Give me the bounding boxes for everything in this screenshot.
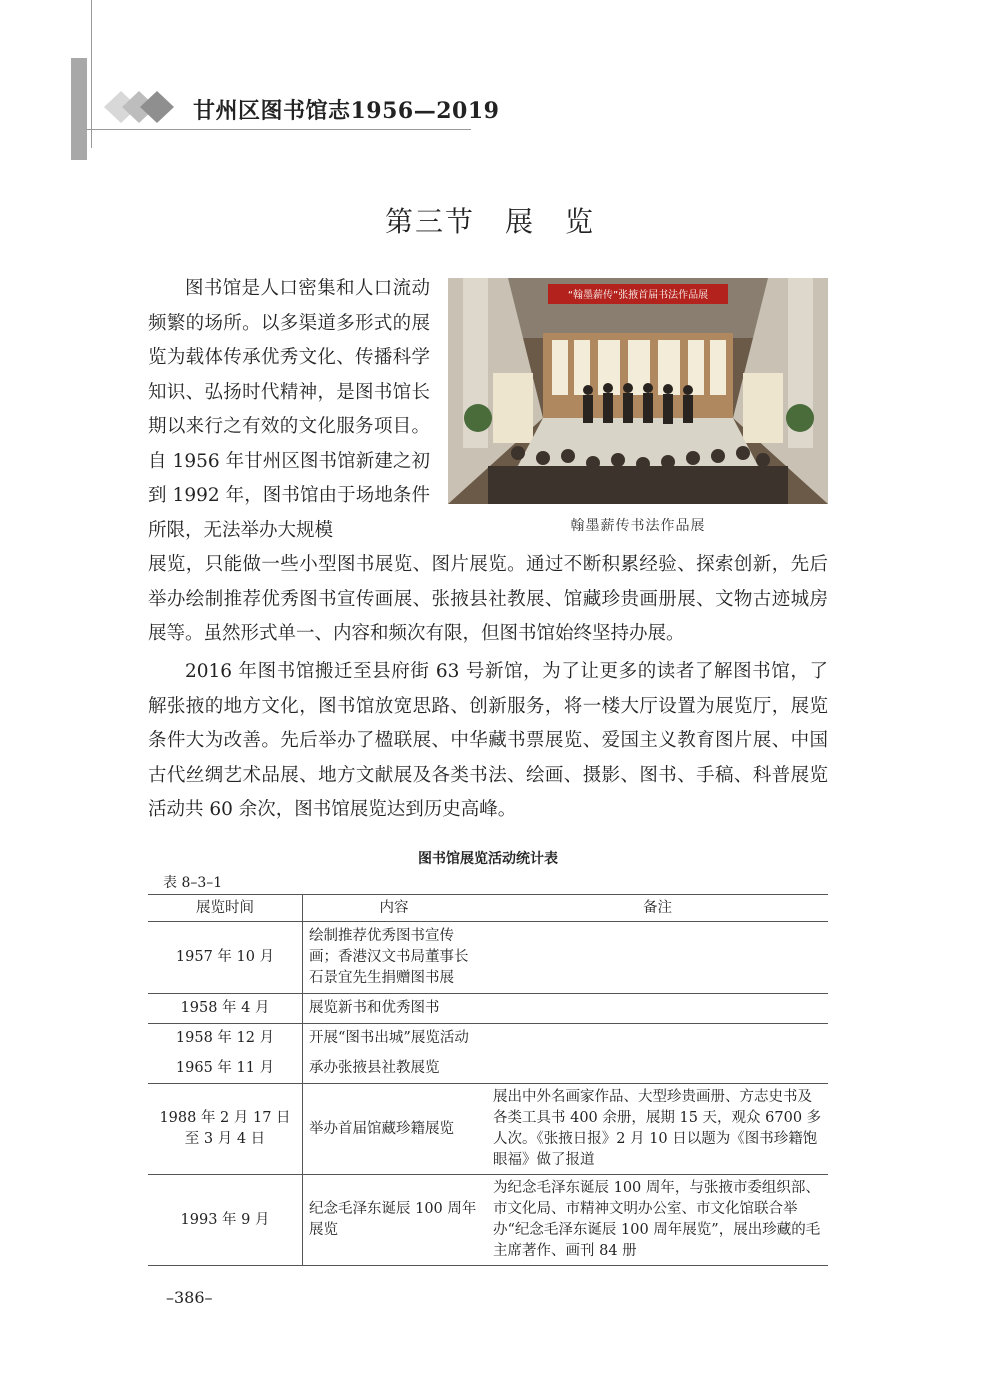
cell-time: 1958 年 12 月 bbox=[148, 1024, 303, 1054]
table-row bbox=[148, 1024, 828, 1054]
table-row bbox=[148, 1084, 828, 1175]
cell-note bbox=[485, 922, 828, 994]
cell-content: 开展“图书出城”展览活动 bbox=[303, 1024, 486, 1054]
cell-time: 1965 年 11 月 bbox=[148, 1054, 303, 1084]
table-row bbox=[148, 1175, 828, 1266]
exhibition-photo bbox=[448, 278, 828, 504]
page-number: –386– bbox=[166, 1288, 213, 1307]
header-time: 展览时间 bbox=[148, 895, 303, 922]
cell-content: 举办首届馆藏珍籍展览 bbox=[303, 1084, 486, 1175]
book-title: 甘州区图书馆志1956—2019 bbox=[193, 98, 500, 124]
table-row bbox=[148, 1054, 828, 1084]
header-content: 内容 bbox=[303, 895, 486, 922]
table-row bbox=[148, 922, 828, 994]
photo-caption: 翰墨薪传书法作品展 bbox=[570, 518, 706, 534]
cell-note bbox=[485, 994, 828, 1024]
cell-time: 1988 年 2 月 17 日至 3 月 4 日 bbox=[148, 1084, 303, 1175]
paragraph-2016: 2016 年图书馆搬迁至县府街 63 号新馆，为了让更多的读者了解图书馆，了解张掖的地方文化，图书馆放宽思路、创新服务，将一楼大厅设置为展览厅，展览条件大为改善。先后举办了楹联展、中华藏书票展览、爱国主义教育图片展、中国古代丝绸艺术品展、地方文献展及各类书法、绘画、摄影、图书、手稿、科普展览活动共 60 余次，图书馆展览达到历史高峰。 bbox=[148, 661, 828, 820]
section-title: 第三节 展 览 bbox=[385, 205, 596, 238]
cell-content: 展览新书和优秀图书 bbox=[303, 994, 486, 1024]
cell-note bbox=[485, 1054, 828, 1084]
table-title: 图书馆展览活动统计表 bbox=[418, 851, 558, 867]
header-gray-bar bbox=[71, 58, 87, 160]
paragraph-intro-head: 图书馆是人口密集和人口流动频繁的场所。以多渠道多形式的展览为载体传承优秀文化、传播科学知识、弘扬时代精神，是图书馆长期以来行之有效的文化服务项目。自 1956 年甘州区图书馆新建之初到 1992 年，图书馆由于场地条件所限，无法举办大规模 bbox=[148, 278, 430, 541]
header-diamond-ornament bbox=[104, 90, 184, 124]
cell-time: 1958 年 4 月 bbox=[148, 994, 303, 1024]
paragraph-intro-tail: 展览，只能做一些小型图书展览、图片展览。通过不断积累经验、探索创新，先后举办绘制推荐优秀图书宣传画展、张掖县社教展、馆藏珍贵画册展、文物古迹城房展等。虽然形式单一、内容和频次有限，但图书馆始终坚持办展。 bbox=[148, 554, 828, 644]
header-vertical-rule bbox=[91, 0, 92, 148]
cell-note: 展出中外名画家作品、大型珍贵画册、方志史书及各类工具书 400 余册，展期 15 天，观众 6700 多人次。《张掖日报》2 月 10 日以题为《图书珍籍饱眼福》做了报道 bbox=[485, 1084, 828, 1175]
header-horizontal-rule bbox=[86, 129, 471, 130]
cell-note bbox=[485, 1024, 828, 1054]
cell-time: 1957 年 10 月 bbox=[148, 922, 303, 994]
cell-note: 为纪念毛泽东诞辰 100 周年，与张掖市委组织部、市文化局、市精神文明办公室、市文化馆联合举办“纪念毛泽东诞辰 100 周年展览”，展出珍藏的毛主席著作、画刊 84 册 bbox=[485, 1175, 828, 1266]
table-number: 表 8–3–1 bbox=[163, 875, 223, 891]
exhibition-stats-table bbox=[148, 894, 828, 1266]
cell-time: 1993 年 9 月 bbox=[148, 1175, 303, 1266]
header-note: 备注 bbox=[485, 895, 828, 922]
table-header-row bbox=[148, 895, 828, 922]
cell-content: 纪念毛泽东诞辰 100 周年展览 bbox=[303, 1175, 486, 1266]
table-row bbox=[148, 994, 828, 1024]
cell-content: 承办张掖县社教展览 bbox=[303, 1054, 486, 1084]
cell-content: 绘制推荐优秀图书宣传画；香港汉文书局董事长石景宜先生捐赠图书展 bbox=[303, 922, 486, 994]
photo-banner-text: “翰墨薪传”张掖首届书法作品展 bbox=[567, 290, 709, 301]
